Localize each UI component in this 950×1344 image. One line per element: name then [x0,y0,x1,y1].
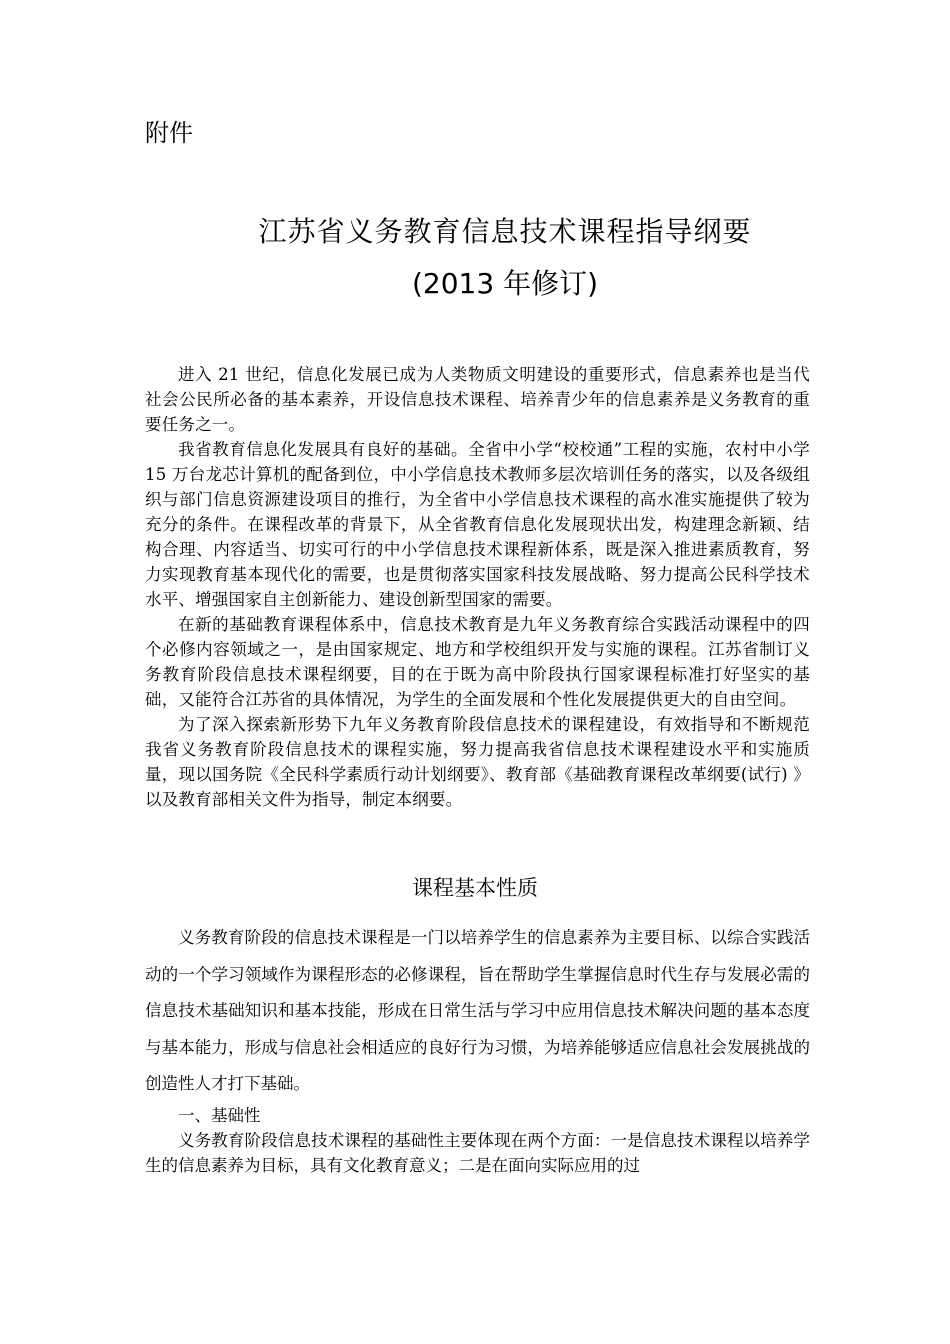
intro-section [145,362,810,812]
basics-section [145,1103,810,1178]
section-heading: 课程基本性质 [412,876,538,900]
intro-paragraph: 我省教育信息化发展具有良好的基础。全省中小学“校校通”工程的实施，农村中小学 15 万台龙芯计算机的配备到位，中小学信息技术教师多层次培训任务的落实，以及各级组织与部门信息资源建设项目的推行，为全省中小学信息技术课程的高水准实施提供了较为充分的条件。在课程改革的背景下，从全省教育信息化发展现状出发，构建理念新颖、结构合理、内容适当、切实可行的中小学信息技术课程新体系，既是深入推进素质教育，努力实现教育基本现代化的需要，也是贯彻落实国家科技发展战略、努力提高公民科学技术水平、增强国家自主创新能力、建设创新型国家的需要。 [145,440,810,609]
document-subtitle: (2013 年修订) [411,267,598,300]
subsection-heading: 一、基础性 [178,1106,261,1125]
intro-paragraph: 在新的基础教育课程体系中，信息技术教育是九年义务教育综合实践活动课程中的四个必修内容领域之一，是由国家规定、地方和学校组织开发与实施的课程。江苏省制订义务教育阶段信息技术课程纲要，目的在于既为高中阶段执行国家课程标准打好坚实的基础，又能符合江苏省的具体情况，为学生的全面发展和个性化发展提供更大的自由空间。 [145,615,810,709]
course-nature-section [145,920,810,1103]
basics-paragraph: 义务教育阶段信息技术课程的基础性主要体现在两个方面：一是信息技术课程以培养学生的信息素养为目标，具有文化教育意义；二是在面向实际应用的过 [145,1131,810,1175]
course-nature-paragraph: 义务教育阶段的信息技术课程是一门以培养学生的信息素养为主要目标、以综合实践活动的一个学习领域作为课程形态的必修课程，旨在帮助学生掌握信息时代生存与发展必需的信息技术基础知识和基本技能，形成在日常生活与学习中应用信息技术解决问题的基本态度与基本能力，形成与信息社会相适应的良好行为习惯，为培养能够适应信息社会发展挑战的创造性人才打下基础。 [145,928,810,1093]
intro-paragraph: 为了深入探索新形势下九年义务教育阶段信息技术的课程建设，有效指导和不断规范我省义务教育阶段信息技术的课程实施，努力提高我省信息技术课程建设水平和实施质量，现以国务院《全民科学素质行动计划纲要》、教育部《基础教育课程改革纲要(试行) 》以及教育部相关文件为指导，制定本纲要。 [145,715,810,809]
attachment-label: 附件 [145,119,193,147]
document-title: 江苏省义务教育信息技术课程指导纲要 [258,215,752,248]
intro-paragraph: 进入 21 世纪，信息化发展已成为人类物质文明建设的重要形式，信息素养也是当代社会公民所必备的基本素养，开设信息技术课程、培养青少年的信息素养是义务教育的重要任务之一。 [145,365,810,434]
